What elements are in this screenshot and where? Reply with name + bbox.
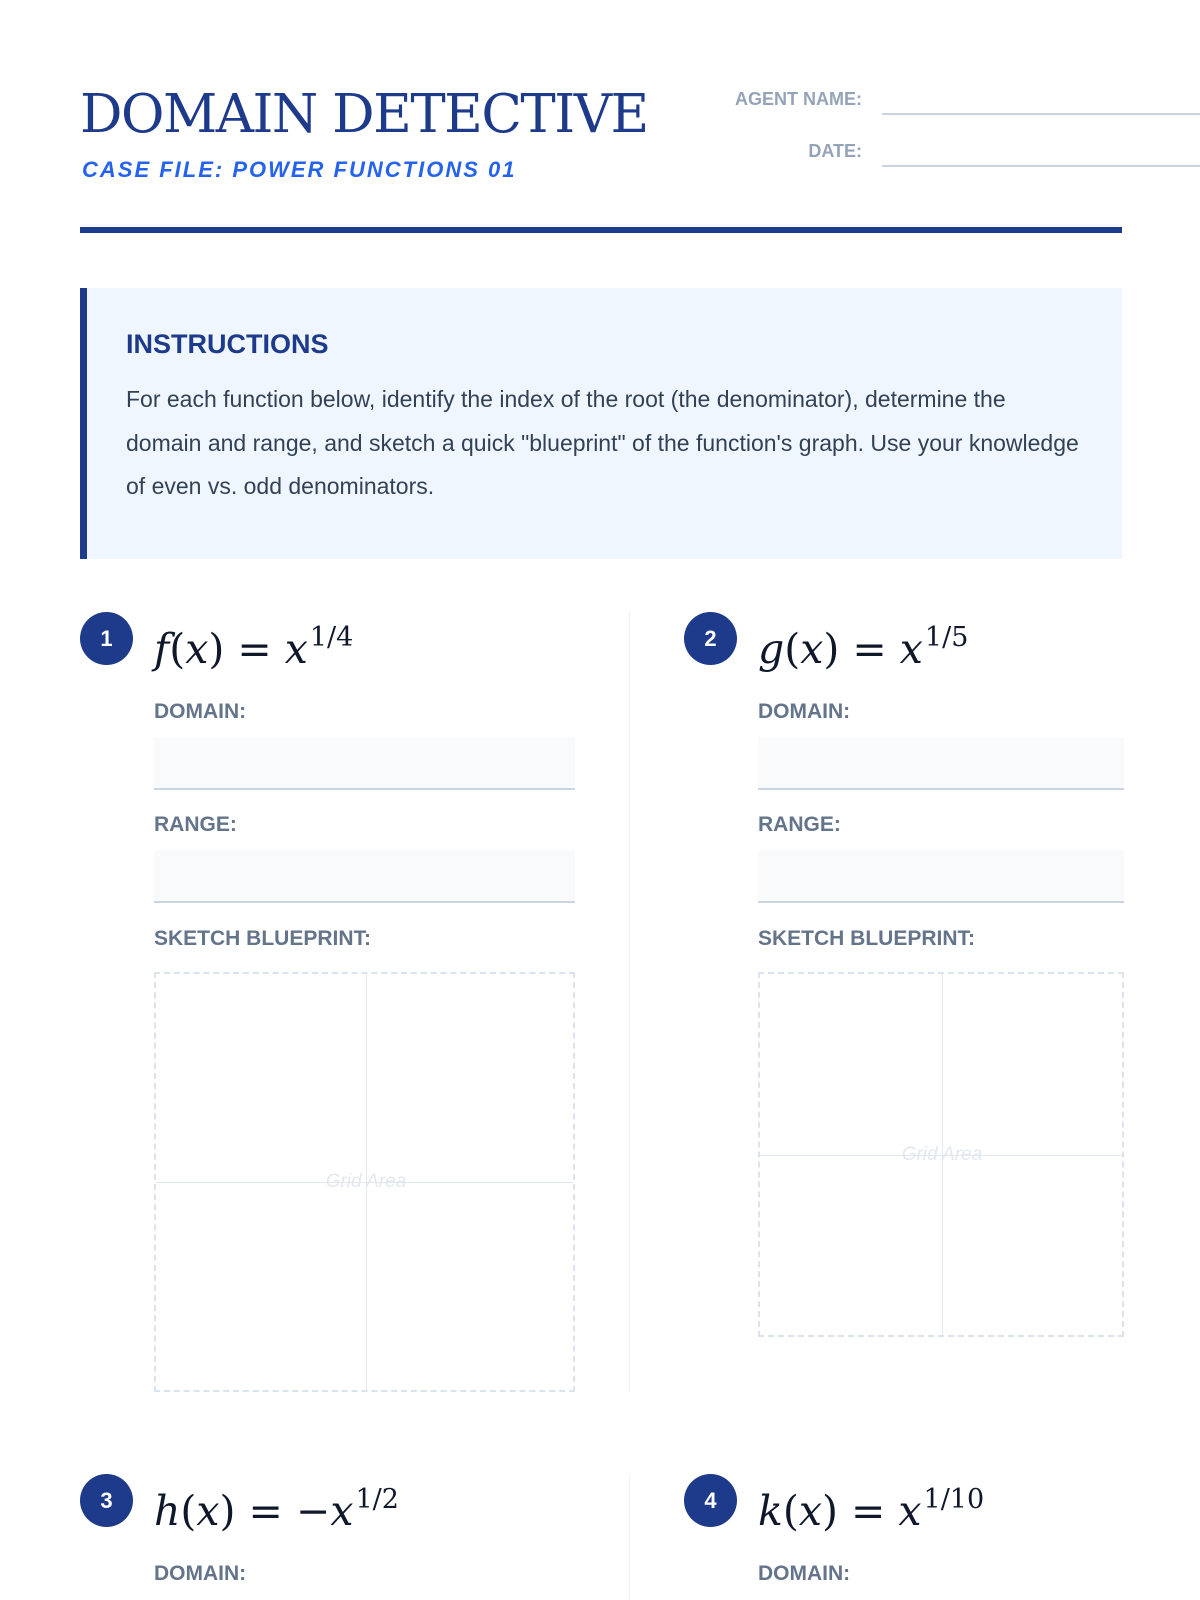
function-base: x (284, 625, 308, 673)
instructions-box (80, 288, 1122, 559)
function-variable: x (798, 1487, 822, 1535)
sketch-label: SKETCH BLUEPRINT: (154, 927, 372, 950)
worksheet-header (80, 85, 1120, 235)
function-base: x (898, 1487, 922, 1535)
header-divider (80, 227, 1122, 233)
range-label: RANGE: (758, 813, 841, 836)
problem-card (684, 1474, 1124, 1600)
grid-area-label: Grid Area (901, 1144, 983, 1165)
problem-equation: $f(x) = x^{1/4}$ (154, 622, 354, 673)
function-name: f (154, 625, 170, 673)
sketch-grid-area[interactable] (154, 972, 575, 1392)
domain-label: DOMAIN: (154, 700, 247, 723)
date-label: DATE: (808, 141, 862, 161)
range-label: RANGE: (154, 813, 237, 836)
function-name: k (758, 1487, 783, 1535)
range-answer-field[interactable] (154, 850, 575, 903)
function-variable: x (185, 625, 209, 673)
function-sign: − (295, 1487, 331, 1535)
problem-card (80, 612, 580, 1392)
instructions-title: INSTRUCTIONS (126, 329, 329, 359)
domain-label: DOMAIN: (758, 700, 851, 723)
function-exponent: 1/10 (923, 1484, 985, 1515)
function-variable: x (196, 1487, 220, 1535)
grid-area-label: Grid Area (325, 1171, 407, 1192)
sketch-label: SKETCH BLUEPRINT: (758, 927, 976, 950)
agent-name-row (640, 85, 1200, 115)
page-title: DOMAIN DETECTIVE (80, 84, 648, 145)
problem-number-badge: 1 (80, 612, 133, 665)
date-row (640, 137, 1200, 167)
domain-answer-field[interactable] (154, 737, 575, 790)
problem-number-badge: 4 (684, 1474, 737, 1527)
instructions-body: For each function below, identify the index of the root (the denominator), determine the domain and range, and sketch a quick "blueprint" of the function's graph. Use your knowledge of even vs. odd denominators. (126, 386, 1079, 499)
function-base: x (330, 1487, 354, 1535)
range-answer-field[interactable] (758, 850, 1124, 903)
function-exponent: 1/5 (924, 622, 969, 653)
problem-equation: $g(x) = x^{1/5}$ (758, 622, 969, 673)
column-divider (629, 612, 630, 1392)
function-exponent: 1/2 (355, 1484, 399, 1515)
case-file-subtitle: CASE FILE: POWER FUNCTIONS 01 (82, 157, 517, 182)
agent-name-field[interactable] (882, 113, 1200, 115)
problem-equation: $k(x) = x^{1/10}$ (758, 1484, 985, 1535)
function-variable: x (800, 625, 824, 673)
domain-label: DOMAIN: (758, 1562, 851, 1585)
agent-name-label: AGENT NAME: (735, 89, 862, 109)
function-base: x (899, 625, 923, 673)
column-divider (629, 1474, 630, 1600)
date-field[interactable] (882, 165, 1200, 167)
problem-number-badge: 2 (684, 612, 737, 665)
problem-equation: $h(x) = -x^{1/2}$ (154, 1484, 399, 1535)
problem-card (684, 612, 1124, 1337)
sketch-grid-area[interactable] (758, 972, 1124, 1337)
domain-answer-field[interactable] (758, 737, 1124, 790)
function-exponent: 1/4 (309, 622, 354, 653)
domain-label: DOMAIN: (154, 1562, 247, 1585)
problem-card (80, 1474, 580, 1600)
function-name: g (758, 625, 785, 673)
function-name: h (154, 1487, 181, 1535)
problem-number-badge: 3 (80, 1474, 133, 1527)
